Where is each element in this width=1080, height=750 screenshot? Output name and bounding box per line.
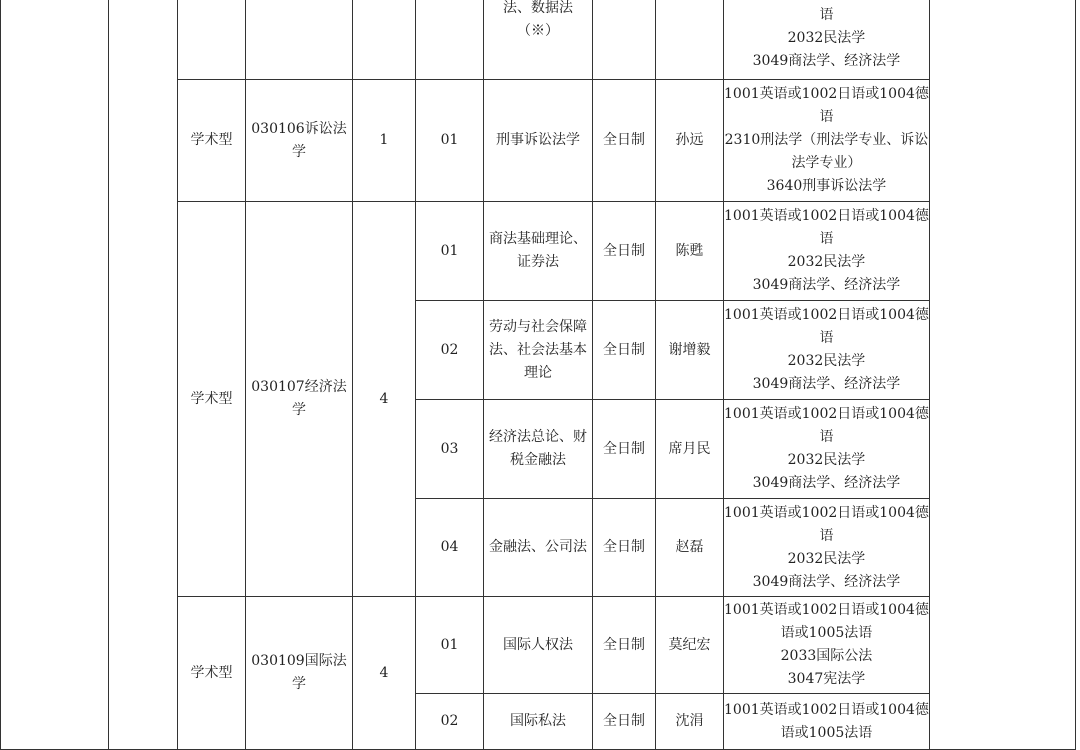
exam-cell-line: 语 bbox=[819, 429, 834, 445]
direction-cell-line: 理论 bbox=[524, 364, 552, 381]
exam-cell-line: 1001英语或1002日语或1004德 bbox=[724, 406, 929, 422]
exam-cell-line: 语或1005法语 bbox=[780, 724, 873, 741]
exam-cell-line: 2032民法学 bbox=[787, 353, 866, 369]
exam-cell-line: 语或1005法语 bbox=[780, 625, 873, 641]
major-cell bbox=[246, 0, 353, 80]
direction-cell-line: 商法基础理论、 bbox=[489, 231, 587, 247]
teacher-cell: 孙远 bbox=[656, 80, 724, 202]
code-cell: 01 bbox=[416, 80, 484, 202]
mode-cell: 全日制 bbox=[593, 499, 656, 597]
exam-cell-line: 法学专业） bbox=[791, 155, 862, 171]
code-cell: 01 bbox=[416, 597, 484, 694]
type-cell: 学术型 bbox=[178, 80, 246, 202]
teacher-cell: 陈甦 bbox=[656, 202, 724, 301]
exam-cell bbox=[724, 0, 930, 80]
exam-cell-line: 2032民法学 bbox=[787, 254, 866, 270]
exam-cell-line: 1001英语或1002日语或1004德 bbox=[724, 208, 929, 224]
direction-cell-line: 税金融法 bbox=[510, 452, 566, 468]
left-blank-cell-2 bbox=[109, 0, 178, 750]
exam-cell-line: 1001英语或1002日语或1004德 bbox=[724, 504, 929, 521]
direction-cell-line: 金融法、公司法 bbox=[489, 539, 587, 555]
exam-cell-line: 2032民法学 bbox=[787, 29, 866, 46]
direction-cell: 法、数据法（※） bbox=[484, 0, 593, 80]
exam-cell-line: 2032民法学 bbox=[787, 452, 866, 468]
mode-cell: 全日制 bbox=[593, 597, 656, 694]
exam-cell-line: 1001英语或1002日语或1004德 bbox=[724, 86, 929, 102]
code-cell: 01 bbox=[416, 202, 484, 301]
exam-cell-line: 3047宪法学 bbox=[787, 671, 866, 687]
table-row bbox=[1, 0, 1076, 80]
teacher-cell bbox=[656, 0, 724, 80]
teacher-cell: 沈涓 bbox=[656, 694, 724, 750]
exam-cell-line: 1001英语或1002日语或1004德 bbox=[724, 307, 929, 323]
type-cell bbox=[178, 0, 246, 80]
exam-cell bbox=[724, 694, 930, 750]
mode-cell: 全日制 bbox=[593, 694, 656, 750]
remark-cell bbox=[929, 0, 1075, 750]
direction-cell-line: 刑事诉讼法学 bbox=[496, 132, 580, 148]
exam-cell-line: 3049商法学、经济法学 bbox=[752, 277, 901, 293]
teacher-cell: 赵磊 bbox=[656, 499, 724, 597]
direction-cell bbox=[484, 202, 593, 301]
code-cell: 02 bbox=[416, 301, 484, 400]
exam-cell bbox=[724, 499, 930, 597]
exam-cell-line: 2033国际公法 bbox=[780, 648, 873, 664]
exam-cell-line: 2032民法学 bbox=[787, 550, 866, 567]
exam-cell-line: 语 bbox=[819, 527, 834, 544]
code-cell: 03 bbox=[416, 400, 484, 499]
exam-cell-line: 3049商法学、经济法学 bbox=[752, 475, 901, 491]
exam-cell-line: 2310刑法学（刑法学专业、诉讼 bbox=[724, 132, 929, 148]
direction-cell-line: 经济法总论、财 bbox=[489, 429, 587, 445]
exam-cell-line: 语 bbox=[819, 330, 834, 346]
count-cell bbox=[353, 0, 416, 80]
left-blank-cell bbox=[1, 0, 109, 750]
direction-cell bbox=[484, 301, 593, 400]
exam-cell bbox=[724, 80, 930, 202]
table-body bbox=[1, 0, 1076, 750]
exam-cell-line: 3049商法学、经济法学 bbox=[752, 573, 901, 590]
major-cell: 030107经济法学 bbox=[246, 202, 353, 597]
teacher-cell: 谢增毅 bbox=[656, 301, 724, 400]
direction-cell-line: 国际私法 bbox=[510, 713, 566, 729]
exam-cell bbox=[724, 202, 930, 301]
mode-cell: 全日制 bbox=[593, 400, 656, 499]
exam-cell-line: 3049商法学、经济法学 bbox=[752, 52, 901, 69]
direction-cell bbox=[484, 80, 593, 202]
count-cell: 4 bbox=[353, 202, 416, 597]
exam-cell bbox=[724, 597, 930, 694]
direction-cell bbox=[484, 694, 593, 750]
major-cell: 030106诉讼法学 bbox=[246, 80, 353, 202]
code-cell: 04 bbox=[416, 499, 484, 597]
direction-cell-line: 劳动与社会保障 bbox=[489, 318, 587, 335]
mode-cell: 全日制 bbox=[593, 301, 656, 400]
teacher-cell: 席月民 bbox=[656, 400, 724, 499]
direction-cell-line: 法、社会法基本 bbox=[489, 341, 587, 358]
exam-cell-line: 语 bbox=[819, 6, 834, 23]
direction-cell bbox=[484, 400, 593, 499]
mode-cell: 全日制 bbox=[593, 202, 656, 301]
exam-cell bbox=[724, 301, 930, 400]
exam-cell-line: 3049商法学、经济法学 bbox=[752, 376, 901, 392]
mode-cell bbox=[593, 0, 656, 80]
exam-cell-line: 语 bbox=[819, 231, 834, 247]
exam-cell-line: 1001英语或1002日语或1004德 bbox=[724, 602, 929, 618]
code-cell: 02 bbox=[416, 694, 484, 750]
direction-cell bbox=[484, 597, 593, 694]
direction-cell bbox=[484, 499, 593, 597]
type-cell: 学术型 bbox=[178, 597, 246, 750]
direction-cell-line: 证券法 bbox=[517, 254, 559, 270]
code-cell bbox=[416, 0, 484, 80]
major-cell: 030109国际法学 bbox=[246, 597, 353, 750]
exam-cell-line: 语 bbox=[819, 109, 834, 125]
mode-cell: 全日制 bbox=[593, 80, 656, 202]
type-cell: 学术型 bbox=[178, 202, 246, 597]
count-cell: 4 bbox=[353, 597, 416, 750]
direction-cell-line: 国际人权法 bbox=[503, 636, 573, 653]
exam-cell-line: 3640刑事诉讼法学 bbox=[766, 178, 887, 194]
count-cell: 1 bbox=[353, 80, 416, 202]
exam-cell bbox=[724, 400, 930, 499]
exam-cell-line: 1001英语或1002日语或1004德 bbox=[724, 701, 929, 718]
teacher-cell: 莫纪宏 bbox=[656, 597, 724, 694]
